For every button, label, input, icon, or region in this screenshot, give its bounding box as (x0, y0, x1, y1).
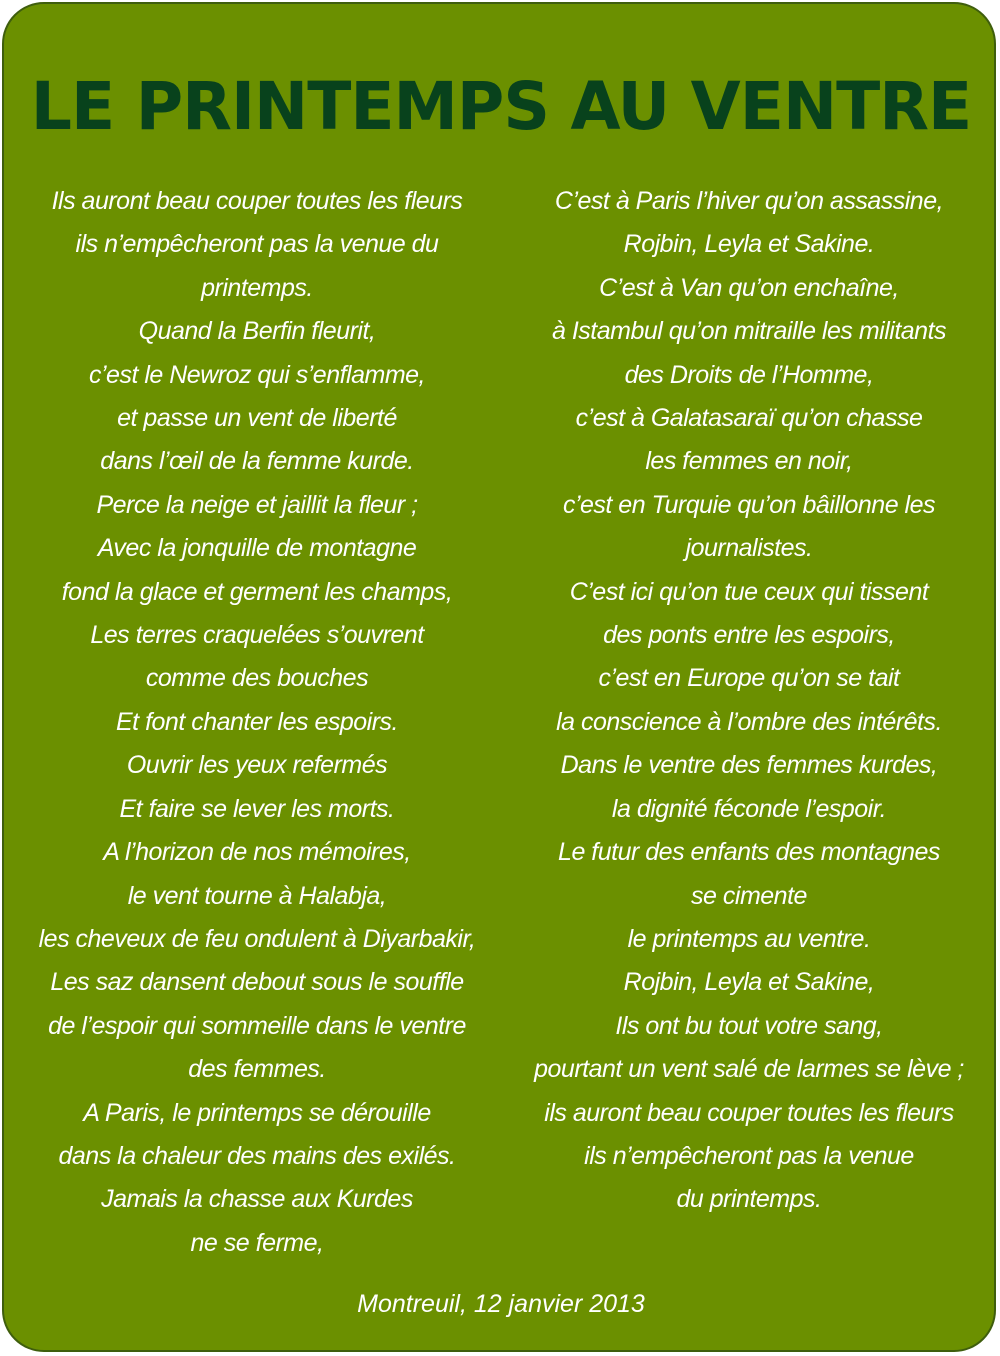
poem-signature: Montreuil, 12 janvier 2013 (357, 1290, 645, 1318)
poem-line-right: les femmes en noir, (645, 447, 853, 476)
poem-line-right: du printemps. (676, 1185, 822, 1214)
poem-line-right: des ponts entre les espoirs, (603, 621, 895, 650)
poem-line-left: ils n’empêcheront pas la venue du (75, 230, 439, 259)
poem-line-left: fond la glace et germent les champs, (61, 577, 453, 606)
poem-line-left: A Paris, le printemps se dérouille (83, 1098, 431, 1127)
poem-line-left: le vent tourne à Halabja, (127, 881, 387, 910)
poem-line-right: ils n’empêcheront pas la venue (584, 1141, 914, 1170)
poem-line-right: la dignité féconde l’espoir. (611, 794, 887, 823)
poem-line-right: Rojbin, Leyla et Sakine. (623, 230, 875, 259)
poem-line-left: Les saz dansent debout sous le souffle (50, 968, 464, 997)
poem-line-right: journalistes. (685, 534, 813, 563)
poem-card (2, 2, 996, 1352)
poem-column-right (512, 180, 986, 1222)
poem-line-right: Le futur des enfants des montagnes (558, 838, 940, 867)
poem-line-left: et passe un vent de liberté (117, 404, 397, 433)
poem-line-left: Ils auront beau couper toutes les fleurs (51, 187, 463, 215)
poem-column-left (20, 180, 494, 1265)
poem-line-right: c’est en Europe qu’on se tait (598, 664, 900, 693)
poem-line-left: c’est le Newroz qui s’enflamme, (88, 360, 425, 389)
poem-line-left: dans l’œil de la femme kurde. (100, 447, 414, 476)
poem-line-right: à Istambul qu’on mitraille les militants (551, 317, 947, 346)
poem-line-right: C’est ici qu’on tue ceux qui tissent (569, 577, 929, 606)
poem-line-right: le printemps au ventre. (627, 924, 871, 953)
poem-line-left: Avec la jonquille de montagne (97, 534, 417, 563)
poem-line-left: Jamais la chasse aux Kurdes (101, 1185, 413, 1214)
poem-line-right: C’est à Van qu’on enchaîne, (599, 273, 899, 302)
poem-title: LE PRINTEMPS AU VENTRE (30, 68, 972, 145)
poem-line-left: printemps. (201, 273, 313, 302)
poem-line-left: les cheveux de feu ondulent à Diyarbakir, (38, 924, 476, 953)
poem-line-right: Rojbin, Leyla et Sakine, (623, 968, 875, 997)
poem-line-left: A l’horizon de nos mémoires, (103, 838, 411, 867)
poem-line-right: Dans le ventre des femmes kurdes, (560, 751, 938, 780)
poem-line-right: se cimente (691, 881, 807, 910)
poem-line-left: Ouvrir les yeux refermés (126, 751, 388, 780)
poem-line-left: Perce la neige et jaillit la fleur ; (96, 490, 418, 519)
poem-line-left: des femmes. (188, 1055, 326, 1084)
poem-line-left: dans la chaleur des mains des exilés. (58, 1141, 456, 1170)
poem-line-left: Et font chanter les espoirs. (116, 707, 398, 736)
poem-line-right: C’est à Paris l’hiver qu’on assassine, (554, 187, 944, 215)
poem-line-right: c’est à Galatasaraï qu’on chasse (575, 404, 923, 433)
poem-line-left: comme des bouches (145, 664, 369, 693)
poem-line-left: Quand la Berfin fleurit, (138, 317, 376, 346)
poem-line-right: la conscience à l’ombre des intérêts. (556, 707, 942, 736)
poem-line-left: Et faire se lever les morts. (119, 794, 395, 823)
poem-line-right: des Droits de l’Homme, (624, 360, 874, 389)
poem-line-right: pourtant un vent salé de larmes se lève ; (534, 1055, 964, 1084)
poem-line-right: c’est en Turquie qu’on bâillonne les (562, 490, 936, 519)
poem-line-left: ne se ferme, (190, 1228, 324, 1257)
poem-line-left: Les terres craquelées s’ouvrent (90, 621, 424, 650)
poem-line-left: de l’espoir qui sommeille dans le ventre (48, 1011, 466, 1040)
poem-line-right: Ils ont bu tout votre sang, (615, 1011, 883, 1040)
poem-line-right: ils auront beau couper toutes les fleurs (544, 1098, 954, 1127)
